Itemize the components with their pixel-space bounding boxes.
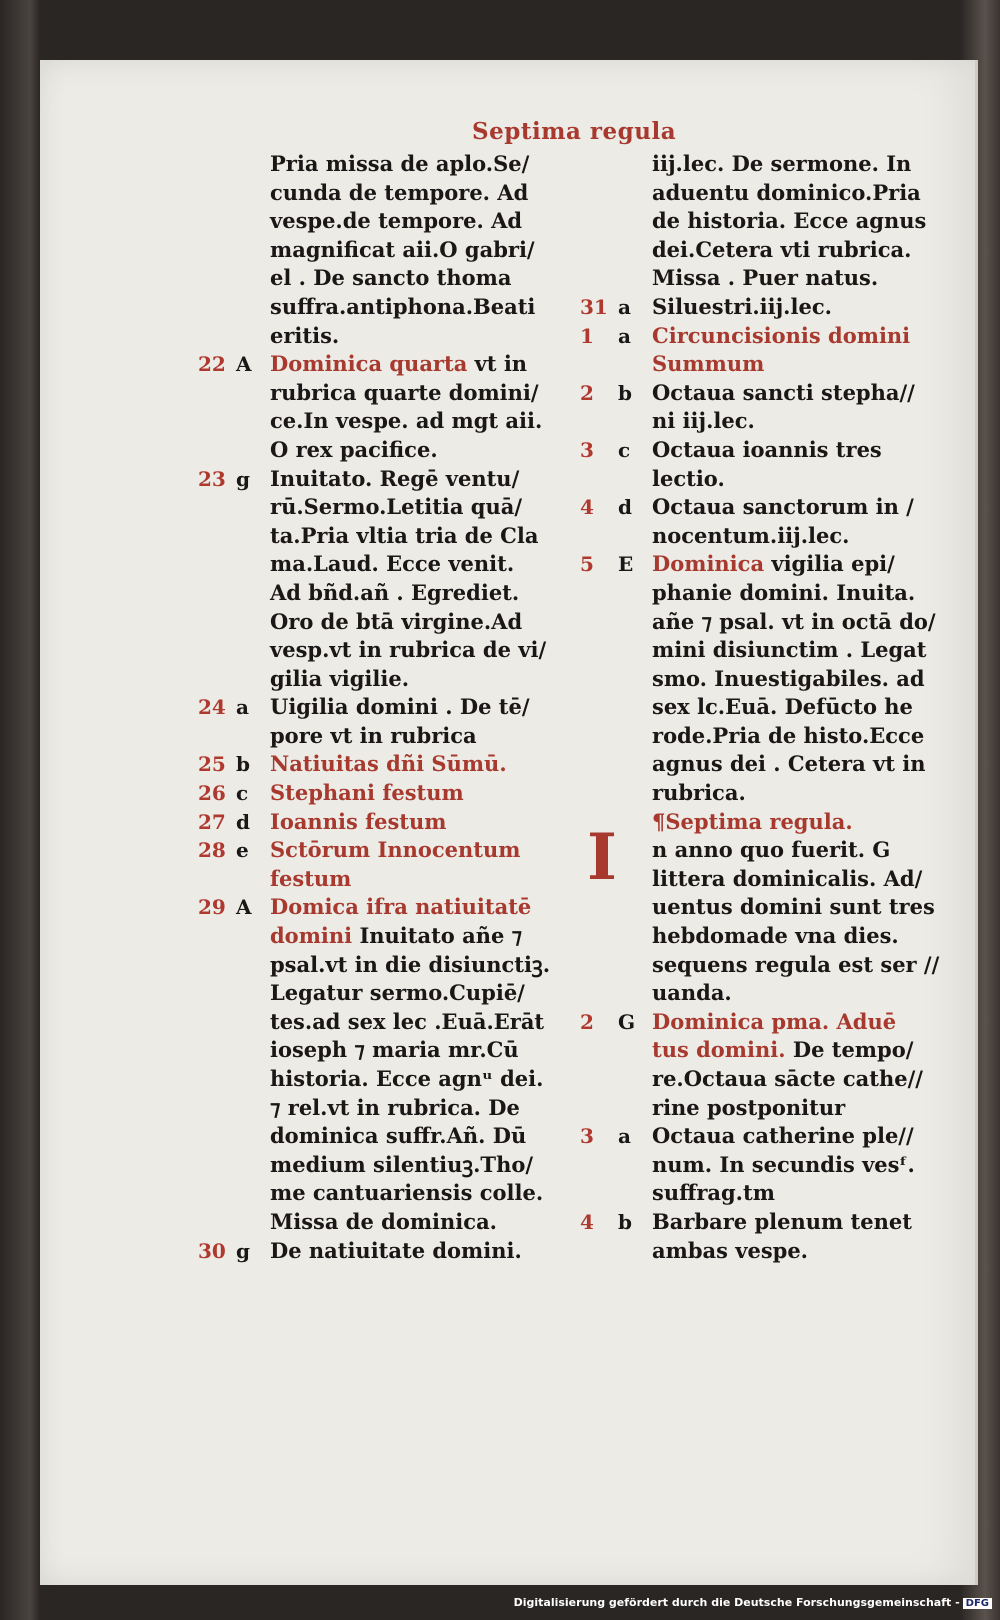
dominical-letter: E: [618, 552, 634, 577]
line-text: [652, 1208, 912, 1237]
text-line: [198, 608, 558, 637]
text-line: [198, 1008, 558, 1037]
line-text: [270, 922, 522, 951]
body-text: rine postponitur: [652, 1094, 846, 1120]
text-line: [580, 1008, 940, 1037]
line-text: [270, 293, 535, 322]
body-text: Pria missa de aplo.Se/: [270, 151, 530, 176]
body-text: el . De sancto thoma: [270, 265, 512, 291]
line-text: [652, 436, 882, 465]
line-text: [270, 836, 521, 865]
line-text: [652, 322, 910, 351]
dominical-letter: G: [618, 1009, 636, 1034]
body-text: vigilia epi/: [764, 551, 895, 577]
body-text: aduentu dominico.Pria: [652, 179, 921, 205]
line-text: [270, 893, 531, 922]
body-text: uanda.: [652, 980, 732, 1006]
line-text: [270, 722, 477, 751]
body-text: Missa . Puer natus.: [652, 265, 879, 291]
dominical-letter: A: [236, 895, 252, 920]
line-text: [270, 150, 529, 179]
line-text: [652, 1151, 915, 1180]
text-line: [198, 808, 558, 837]
line-text: [652, 836, 890, 865]
text-line: [198, 1094, 558, 1123]
body-text: medium silentiuꝫ.Tho/: [270, 1151, 534, 1177]
line-text: [652, 379, 915, 408]
body-text: nocentum.iij.lec.: [652, 522, 850, 548]
body-text: lectio.: [652, 465, 725, 491]
dominical-letter: c: [618, 437, 631, 462]
line-text: [652, 1094, 845, 1123]
dominical-letter: b: [618, 1209, 632, 1234]
body-text: uentus domini sunt tres: [652, 894, 935, 920]
text-line: [580, 951, 940, 980]
body-text: rubrica.: [652, 780, 746, 806]
rubric-text: Dominica quarta: [270, 351, 468, 377]
dominical-letter: e: [236, 838, 249, 863]
line-text: [652, 522, 850, 551]
body-text: me cantuariensis colle.: [270, 1180, 544, 1206]
line-text: [652, 1237, 808, 1266]
text-line: [198, 293, 558, 322]
dominical-letter: b: [236, 752, 250, 777]
line-text: [270, 1151, 533, 1180]
line-text: [270, 608, 522, 637]
dominical-letter: a: [618, 1124, 631, 1149]
line-text: [652, 1036, 913, 1065]
body-text: n anno quo fuerit. G: [652, 837, 891, 863]
line-text: [652, 893, 935, 922]
text-line: [580, 665, 940, 694]
text-line: [198, 1151, 558, 1180]
line-text: [270, 1065, 543, 1094]
text-line: [580, 836, 940, 865]
line-text: [652, 493, 914, 522]
dominical-letter: b: [618, 380, 632, 405]
body-text: dominica suffr.Añ. Dū: [270, 1123, 527, 1149]
text-line: [198, 722, 558, 751]
rubric-text: Sctōrum Innocentum: [270, 837, 521, 863]
text-line: [198, 636, 558, 665]
line-text: [270, 951, 550, 980]
text-line: [198, 436, 558, 465]
body-text: mini disiunctim . Legat: [652, 637, 927, 663]
body-text: hebdomade vna dies.: [652, 923, 899, 949]
rubric-text: Circuncisionis domini: [652, 322, 911, 348]
text-line: [580, 893, 940, 922]
line-text: [270, 1008, 544, 1037]
text-line: [580, 1179, 940, 1208]
line-text: [652, 1065, 923, 1094]
text-line: [198, 379, 558, 408]
text-line: [198, 150, 558, 179]
digitization-footer: [514, 1596, 992, 1609]
body-text: ⁊ rel.vt in rubrica. De: [270, 1094, 520, 1120]
line-text: [270, 1208, 497, 1237]
day-number: 4: [580, 495, 594, 520]
running-header: Septima regula: [472, 118, 677, 145]
text-line: [580, 1208, 940, 1237]
line-text: [270, 407, 542, 436]
body-text: vt in: [467, 351, 528, 377]
text-line: [198, 179, 558, 208]
body-text: sequens regula est ser //: [652, 951, 940, 977]
body-text: De tempo/: [785, 1037, 914, 1063]
text-line: [580, 1036, 940, 1065]
line-text: [652, 579, 915, 608]
dominical-letter: d: [236, 809, 250, 834]
text-line: [580, 407, 940, 436]
line-text: [270, 636, 546, 665]
text-line: [198, 893, 558, 922]
body-text: num. In secundis vesᶠ.: [652, 1151, 915, 1177]
line-text: [270, 207, 522, 236]
body-text: Oro de btā virgine.Ad: [270, 608, 523, 634]
line-text: [270, 465, 519, 494]
text-line: [580, 922, 940, 951]
text-line: [198, 493, 558, 522]
body-text: Octaua ioannis tres: [652, 436, 882, 462]
text-line: [580, 1065, 940, 1094]
line-text: [652, 636, 927, 665]
day-number: 27: [198, 809, 226, 834]
text-line: [580, 693, 940, 722]
line-text: [652, 1179, 775, 1208]
dfg-logo: DFG: [963, 1598, 992, 1609]
day-number: 28: [198, 838, 226, 863]
rubric-text: Ioannis festum: [270, 808, 447, 834]
text-line: [198, 207, 558, 236]
body-text: vespe.de tempore. Ad: [270, 208, 523, 234]
body-text: gilia vigilie.: [270, 665, 410, 691]
body-text: rode.Pria de histo.Ecce: [652, 722, 925, 748]
text-line: [198, 865, 558, 894]
line-text: [652, 979, 732, 1008]
line-text: [652, 808, 853, 837]
body-text: littera dominicalis. Ad/: [652, 865, 923, 891]
text-line: [580, 322, 940, 351]
body-text: ioseph ⁊ maria mr.Cū: [270, 1037, 519, 1063]
dominical-letter: A: [236, 352, 252, 377]
line-text: [270, 579, 519, 608]
line-text: [270, 693, 530, 722]
body-text: Barbare plenum tenet: [652, 1208, 912, 1234]
body-text: smo. Inuestigabiles. ad: [652, 665, 925, 691]
line-text: [270, 1036, 519, 1065]
line-text: [270, 493, 522, 522]
day-number: 1: [580, 323, 594, 348]
dominical-letter: c: [236, 781, 249, 806]
text-line: [580, 979, 940, 1008]
body-text: vesp.vt in rubrica de vi/: [270, 637, 547, 663]
text-line: [198, 579, 558, 608]
line-text: [270, 665, 409, 694]
line-text: [270, 779, 464, 808]
line-text: [270, 350, 527, 379]
rubric-text: festum: [270, 865, 352, 891]
line-text: [652, 922, 899, 951]
line-text: [270, 436, 438, 465]
text-line: [580, 350, 940, 379]
text-line: [198, 951, 558, 980]
text-line: [580, 722, 940, 751]
text-line: [580, 808, 940, 837]
day-number: 25: [198, 752, 226, 777]
text-line: [198, 1036, 558, 1065]
dominical-letter: a: [618, 323, 631, 348]
text-line: [198, 836, 558, 865]
text-line: [198, 665, 558, 694]
day-number: 24: [198, 695, 226, 720]
line-text: [652, 264, 878, 293]
rubric-text: domini: [270, 923, 353, 949]
text-line: [580, 522, 940, 551]
rubric-text: tus domini.: [652, 1037, 786, 1063]
body-text: Inuitato añe ⁊: [352, 923, 523, 949]
body-text: rubrica quarte domini/: [270, 379, 539, 405]
text-line: [580, 1122, 940, 1151]
line-text: [652, 293, 832, 322]
line-text: [270, 179, 528, 208]
day-number: 26: [198, 781, 226, 806]
dominical-letter: d: [618, 495, 632, 520]
body-text: ambas vespe.: [652, 1237, 808, 1263]
text-line: [580, 293, 940, 322]
body-text: De natiuitate domini.: [270, 1237, 522, 1263]
line-text: [652, 693, 913, 722]
decorated-initial: I: [587, 820, 617, 895]
body-text: dei.Cetera vti rubrica.: [652, 236, 912, 262]
line-text: [652, 465, 725, 494]
text-line: [198, 407, 558, 436]
text-line: [198, 550, 558, 579]
text-line: [198, 779, 558, 808]
text-line: [580, 236, 940, 265]
text-line: [580, 465, 940, 494]
body-text: Octaua sancti stepha//: [652, 379, 915, 405]
line-text: [652, 407, 755, 436]
text-line: [198, 979, 558, 1008]
line-text: [270, 322, 339, 351]
body-text: cunda de tempore. Ad: [270, 179, 529, 205]
day-number: 23: [198, 466, 226, 491]
line-text: [652, 1008, 896, 1037]
line-text: [652, 865, 922, 894]
day-number: 22: [198, 352, 226, 377]
right-column: [580, 150, 940, 1265]
text-line: [580, 1237, 940, 1266]
text-line: [580, 608, 940, 637]
line-text: [652, 236, 911, 265]
text-line: [580, 436, 940, 465]
line-text: [652, 207, 926, 236]
body-text: Siluestri.iij.lec.: [652, 293, 832, 319]
line-text: [652, 179, 921, 208]
day-number: 2: [580, 380, 594, 405]
body-text: suffra.antiphona.Beati: [270, 293, 536, 319]
text-line: [580, 379, 940, 408]
body-text: de historia. Ecce agnus: [652, 208, 927, 234]
day-number: 5: [580, 552, 594, 577]
text-line: [580, 1151, 940, 1180]
text-line: [198, 922, 558, 951]
line-text: [652, 550, 895, 579]
text-line: [580, 207, 940, 236]
text-line: [580, 579, 940, 608]
text-line: [198, 522, 558, 551]
rubric-text: Summum: [652, 351, 765, 377]
line-text: [652, 665, 925, 694]
line-text: [270, 522, 538, 551]
rubric-text: Natiuitas dñi Sūmū.: [270, 751, 507, 777]
text-line: [580, 636, 940, 665]
body-text: añe ⁊ psal. vt in octā do/: [652, 608, 936, 634]
line-text: [270, 1179, 543, 1208]
footer-text: Digitalisierung gefördert durch die Deutsche Forschungsgemeinschaft -: [513, 1596, 960, 1609]
rubric-text: Dominica pma. Aduē: [652, 1008, 897, 1034]
line-text: [270, 1237, 522, 1266]
text-line: [580, 1094, 940, 1123]
line-text: [652, 951, 939, 980]
body-text: psal.vt in die disiunctiꝫ.: [270, 951, 551, 977]
body-text: Octaua catherine ple//: [652, 1123, 914, 1149]
line-text: [270, 1122, 526, 1151]
text-line: [580, 150, 940, 179]
line-text: [270, 865, 351, 894]
line-text: [652, 150, 911, 179]
text-line: [198, 465, 558, 494]
rubric-text: ¶Septima regula.: [652, 808, 853, 834]
line-text: [270, 550, 514, 579]
text-line: [198, 1065, 558, 1094]
line-text: [652, 350, 764, 379]
line-text: [270, 808, 447, 837]
dominical-letter: a: [236, 695, 249, 720]
rubric-text: Stephani festum: [270, 780, 464, 806]
text-line: [198, 693, 558, 722]
line-text: [652, 779, 746, 808]
dominical-letter: a: [618, 294, 631, 319]
line-text: [652, 1122, 914, 1151]
body-text: Octaua sanctorum in /: [652, 494, 914, 520]
body-text: historia. Ecce agnᵘ dei.: [270, 1066, 544, 1091]
body-text: tes.ad sex lec .Euā.Erāt: [270, 1008, 545, 1034]
text-line: [198, 750, 558, 779]
text-line: [580, 264, 940, 293]
body-text: Uigilia domini . De tē/: [270, 694, 530, 720]
text-line: [198, 1122, 558, 1151]
body-text: re.Octaua sācte cathe//: [652, 1066, 923, 1091]
line-text: [270, 236, 535, 265]
body-text: agnus dei . Cetera vt in: [652, 751, 926, 777]
rubric-text: Dominica: [652, 551, 765, 577]
day-number: 30: [198, 1238, 226, 1263]
body-text: phanie domini. Inuita.: [652, 579, 916, 605]
text-line: [580, 493, 940, 522]
body-text: O rex pacifice.: [270, 436, 438, 462]
line-text: [270, 979, 525, 1008]
body-text: Inuitato. Regē ventu/: [270, 465, 520, 491]
line-text: [652, 722, 924, 751]
day-number: 3: [580, 437, 594, 462]
line-text: [652, 608, 936, 637]
text-line: [580, 779, 940, 808]
text-line: [580, 179, 940, 208]
body-text: suffrag.tm: [652, 1180, 775, 1206]
body-text: iij.lec. De sermone. In: [652, 151, 912, 176]
day-number: 31: [580, 294, 608, 319]
body-text: Ad bñd.añ . Egrediet.: [270, 579, 520, 605]
rubric-text: Domica ifra natiuitatē: [270, 894, 532, 920]
body-text: Missa de dominica.: [270, 1208, 497, 1234]
text-line: [580, 550, 940, 579]
line-text: [270, 750, 507, 779]
day-number: 4: [580, 1209, 594, 1234]
text-line: [198, 350, 558, 379]
line-text: [270, 1094, 520, 1123]
body-text: eritis.: [270, 322, 340, 348]
day-number: 29: [198, 895, 226, 920]
body-text: ta.Pria vltia tria de Cla: [270, 522, 539, 548]
text-line: [580, 750, 940, 779]
text-line: [198, 236, 558, 265]
text-line: [580, 865, 940, 894]
body-text: sex lc.Euā. Defūcto he: [652, 694, 913, 720]
body-text: ma.Laud. Ecce venit.: [270, 551, 515, 577]
text-line: [198, 264, 558, 293]
text-line: [198, 322, 558, 351]
body-text: pore vt in rubrica: [270, 722, 477, 748]
body-text: magnificat aii.O gabri/: [270, 236, 535, 262]
dominical-letter: g: [236, 1238, 250, 1263]
line-text: [652, 750, 926, 779]
line-text: [270, 379, 539, 408]
day-number: 3: [580, 1124, 594, 1149]
text-line: [198, 1208, 558, 1237]
line-text: [270, 264, 511, 293]
body-text: Legatur sermo.Cupiē/: [270, 980, 525, 1006]
day-number: 2: [580, 1009, 594, 1034]
body-text: rū.Sermo.Letitia quā/: [270, 494, 523, 520]
text-line: [198, 1237, 558, 1266]
text-line: [198, 1179, 558, 1208]
body-text: ni iij.lec.: [652, 408, 755, 434]
body-text: ce.In vespe. ad mgt aii.: [270, 408, 543, 434]
left-column: [198, 150, 558, 1265]
dominical-letter: g: [236, 466, 250, 491]
